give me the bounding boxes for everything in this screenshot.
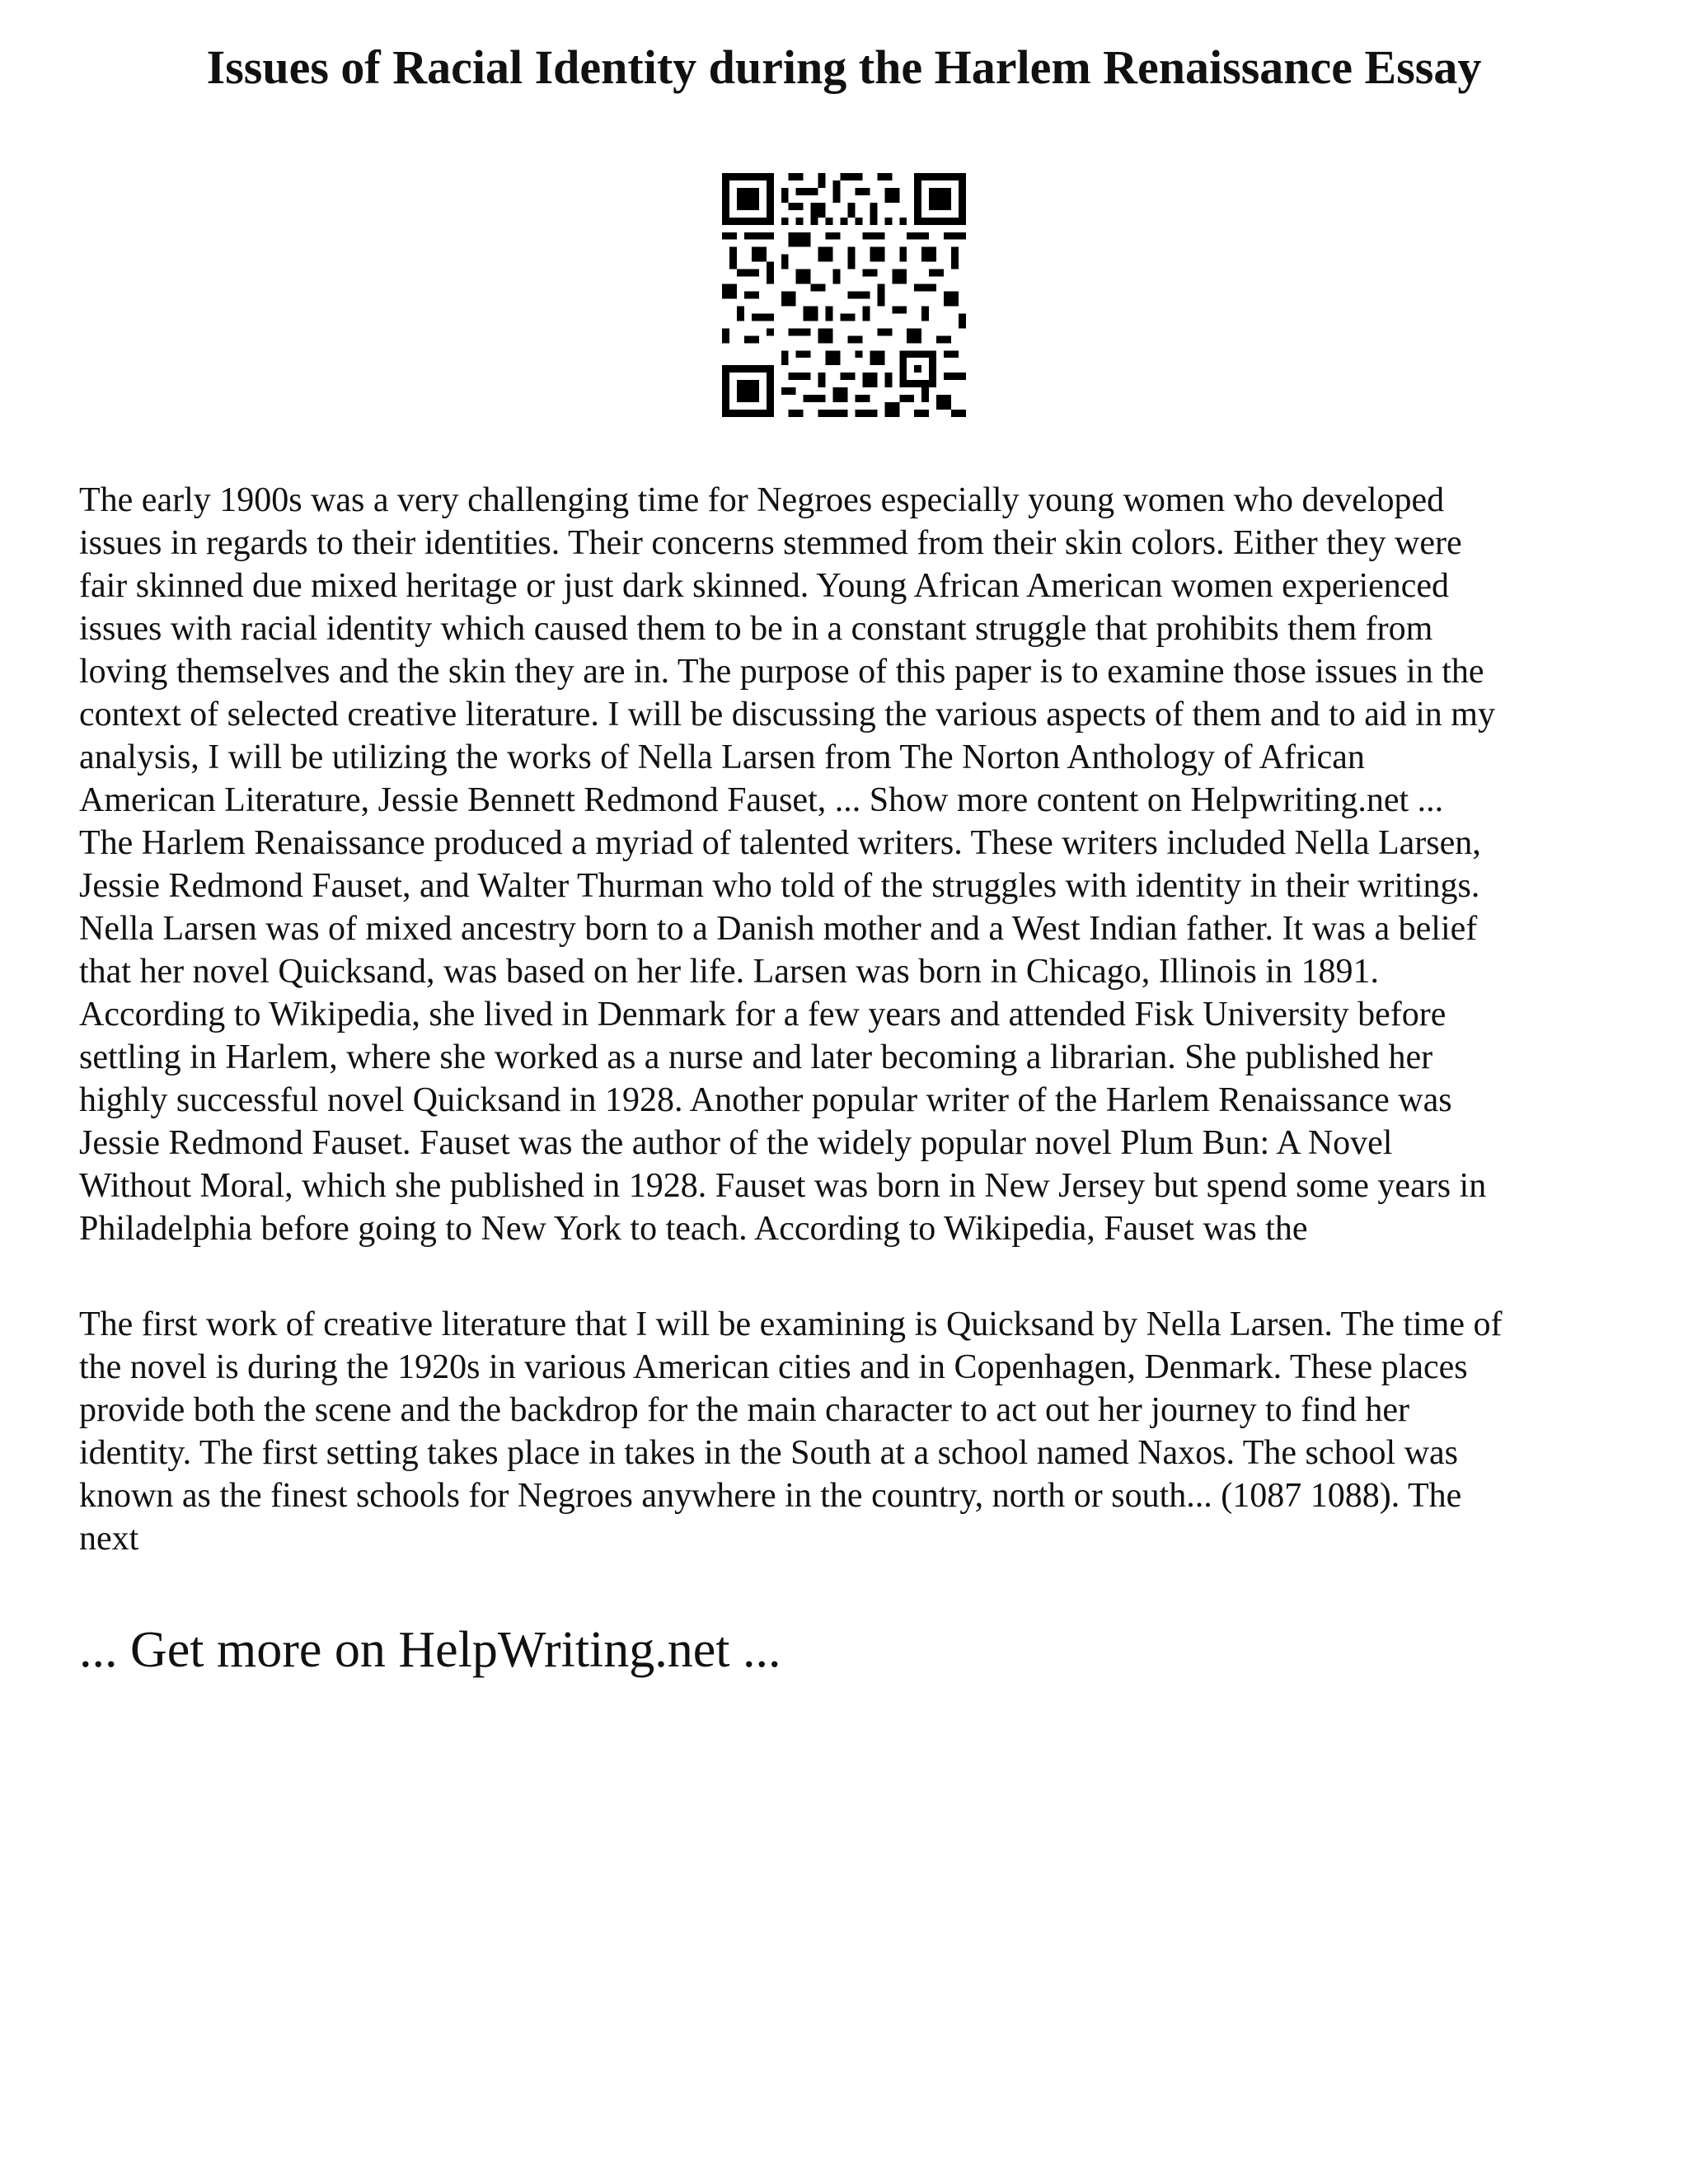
paragraph-1-line: issues in regards to their identities. Their concerns stemmed from their skin colors. Either they were: [79, 524, 1462, 562]
get-more-link[interactable]: ... Get more on HelpWriting.net ...: [79, 1622, 781, 1678]
page-title: Issues of Racial Identity during the Harlem Renaissance Essay: [206, 40, 1482, 94]
paragraph-1-line: Philadelphia before going to New York to teach. According to Wikipedia, Fauset was the: [79, 1210, 1308, 1248]
paragraph-1-line: fair skinned due mixed heritage or just dark skinned. Young African American women experienced: [79, 567, 1450, 605]
paragraph-2-line: provide both the scene and the backdrop for the main character to act out her journey to find her: [79, 1391, 1410, 1429]
paragraph-1-line: American Literature, Jessie Bennett Redmond Fauset, ... Show more content on Helpwriting.net ...: [79, 781, 1444, 819]
qr-code-icon: [722, 173, 966, 417]
paragraph-1-line: issues with racial identity which caused them to be in a constant struggle that prohibits them from: [79, 610, 1433, 648]
paragraph-2-line: next: [79, 1520, 139, 1558]
paragraph-1-line: Jessie Redmond Fauset. Fauset was the author of the widely popular novel Plum Bun: A Novel: [79, 1124, 1393, 1162]
paragraph-1-line: context of selected creative literature. I will be discussing the various aspects of them and to aid in my: [79, 696, 1495, 733]
paragraph-1-line: Without Moral, which she published in 1928. Fauset was born in New Jersey but spend some years in: [79, 1167, 1487, 1205]
paragraph-1-line: analysis, I will be utilizing the works of Nella Larsen from The Norton Anthology of African: [79, 738, 1365, 776]
paragraph-1-line: According to Wikipedia, she lived in Denmark for a few years and attended Fisk University before: [79, 996, 1447, 1033]
paragraph-1-line: settling in Harlem, where she worked as a nurse and later becoming a librarian. She published her: [79, 1038, 1433, 1076]
paragraph-2-line: the novel is during the 1920s in various American cities and in Copenhagen, Denmark. These places: [79, 1348, 1468, 1386]
paragraph-2-line: The first work of creative literature that I will be examining is Quicksand by Nella Larsen. The time of: [79, 1305, 1503, 1343]
paragraph-1-line: highly successful novel Quicksand in 1928. Another popular writer of the Harlem Renaissance was: [79, 1081, 1452, 1119]
paragraph-1-line: loving themselves and the skin they are in. The purpose of this paper is to examine those issues in the: [79, 653, 1484, 691]
paragraph-2-line: identity. The first setting takes place in takes in the South at a school named Naxos. The school was: [79, 1434, 1459, 1472]
paragraph-1-line: that her novel Quicksand, was based on her life. Larsen was born in Chicago, Illinois in 1891.: [79, 953, 1379, 991]
paragraph-1-line: Nella Larsen was of mixed ancestry born to a Danish mother and a West Indian father. It was a belief: [79, 910, 1478, 948]
paragraph-1-line: The Harlem Renaissance produced a myriad of talented writers. These writers included Nella Larsen,: [79, 824, 1481, 862]
paragraph-2-line: known as the finest schools for Negroes anywhere in the country, north or south... (1087 1088). The: [79, 1477, 1462, 1515]
paragraph-1-line: The early 1900s was a very challenging time for Negroes especially young women who developed: [79, 481, 1445, 519]
paragraph-1-line: Jessie Redmond Fauset, and Walter Thurman who told of the struggles with identity in their writings.: [79, 867, 1480, 905]
